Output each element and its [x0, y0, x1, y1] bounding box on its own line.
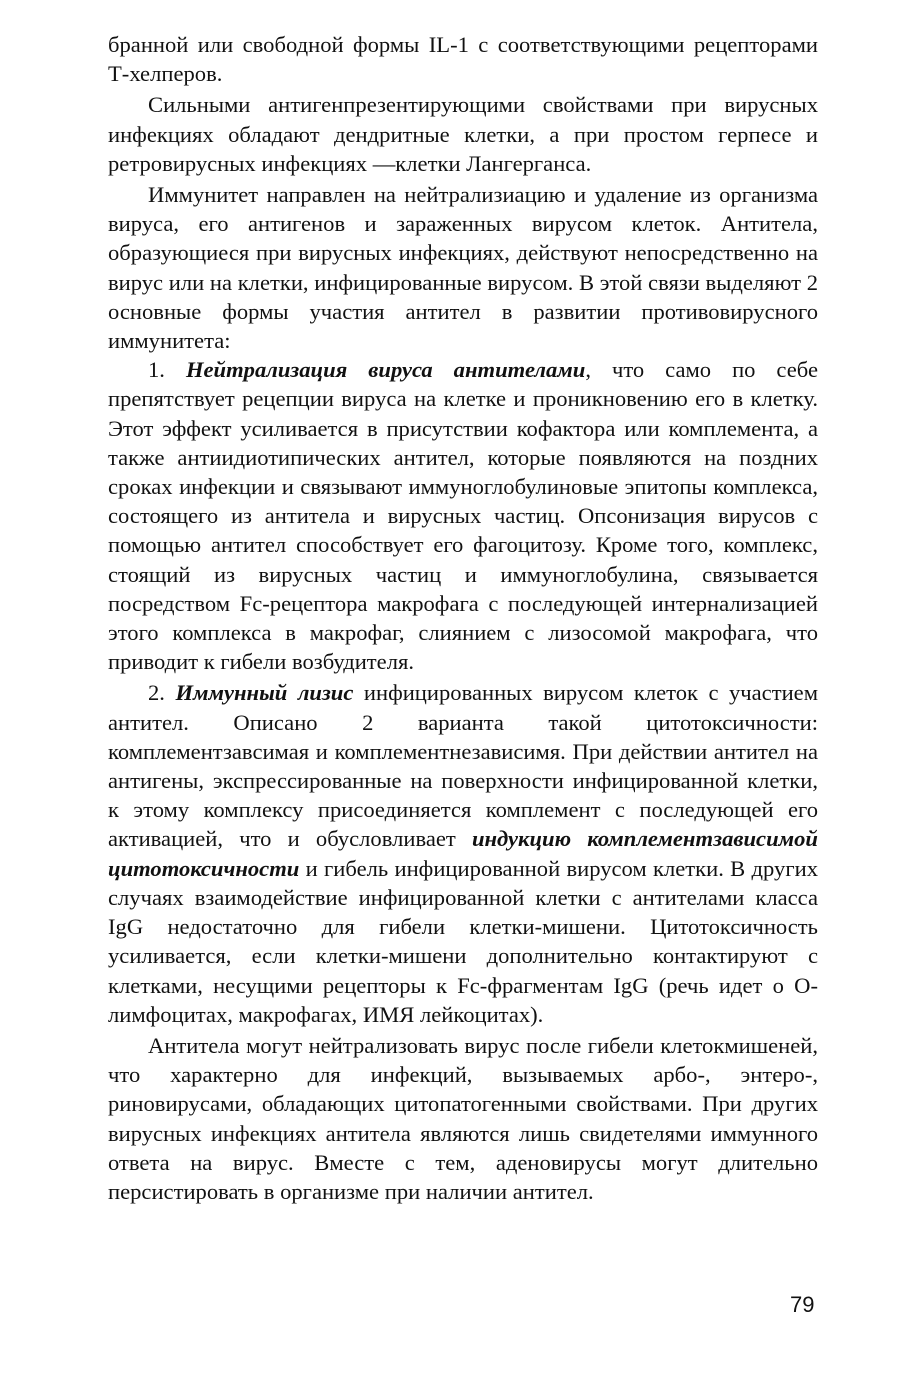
paragraph-continuation: бранной или свободной формы IL-1 с соответствующими рецепторами Т-хелперов. [108, 32, 818, 87]
paragraph-immunity: Иммунитет направлен на нейтрализиацию и удаление из организма вируса, его антигенов и зараженных вирусом клеток. Антитела, образующиеся при вирусных инфекциях, действуют непосредственно на вирус или на клетки, инфицированные вирусом. В этой связи выделяют 2 основные формы участия антител в развитии противовирусного иммунитета: [108, 182, 818, 354]
immune-lysis-text-before: инфицированных вирусом клеток с участием антител. Описано 2 варианта такой цитотоксичности: комплементзавсимая и комплементнезависимя. При действии антител на антигены, экспрессированные на поверхности инфицированной клетки, к этому комплексу присоединяется комплемент с последующей его активацией, что и обусловливает [108, 680, 819, 852]
page-body [108, 30, 818, 1206]
paragraph-neutralization [108, 355, 818, 676]
paragraph-antibody-neutralize: Антитела могут нейтрализовать вирус после гибели клетокмишеней, что характерно для инфекций, вызываемых арбо-, энтеро-, риновирусами, обладающих цитопатогенными свойствами. При других вирусных инфекциях антитела являются лишь свидетелями иммунного ответа на вирус. Вместе с тем, аденовирусы могут длительно персистировать в организме при наличии антител. [108, 1032, 818, 1204]
term-complement-induction: индукцию комплементзависимой цитотоксичности [108, 826, 818, 881]
list-number-1: 1. [148, 357, 165, 383]
paragraph-antigen-presenting: Сильными антигенпрезентирующими свойствами при вирусных инфекциях обладают дендритные клетки, а при простом герпесе и ретровирусных инфекциях —клетки Лангерганса. [108, 92, 818, 176]
page-number: 79 [790, 1292, 815, 1317]
neutralization-text: , что само по себе препятствует рецепции вируса на клетке и проникновению его в клетку. Этот эффект усиливается в присутствии кофактора или комплемента, а также антиидиотипических антител, которые появляются на поздних сроках инфекции и связывают иммуноглобулиновые эпитопы комплекса, состоящего из антитела и вирусных частиц. Опсонизация вирусов с помощью антител способствует его фагоцитозу. Кроме того, комплекс, стоящий из вирусных частиц и иммуноглобулина, связывается посредством Fc-рецептора макрофага с последующей интернализацией этого комплекса в макрофаг, слиянием с лизосомой макрофага, что приводит к гибели возбудителя. [108, 357, 818, 675]
paragraph-immune-lysis [108, 678, 818, 1028]
immune-lysis-text-after: и гибель инфицированной вирусом клетки. В других случаях взаимодействие инфицированной клетки с антителами класса IgG недостаточно для гибели клетки-мишени. Цитотоксичность усиливается, если клетки-мишени дополнительно контактируют с клетками, несущими рецепторы к Fc-фрагментам IgG (речь идет о О-лимфоцитах, макрофагах, ИМЯ лейкоцитах). [108, 855, 818, 1027]
term-neutralization: Нейтрализация вируса антителами [185, 357, 586, 383]
list-number-2: 2. [148, 680, 165, 706]
term-immune-lysis: Иммунный лизис [175, 680, 354, 706]
